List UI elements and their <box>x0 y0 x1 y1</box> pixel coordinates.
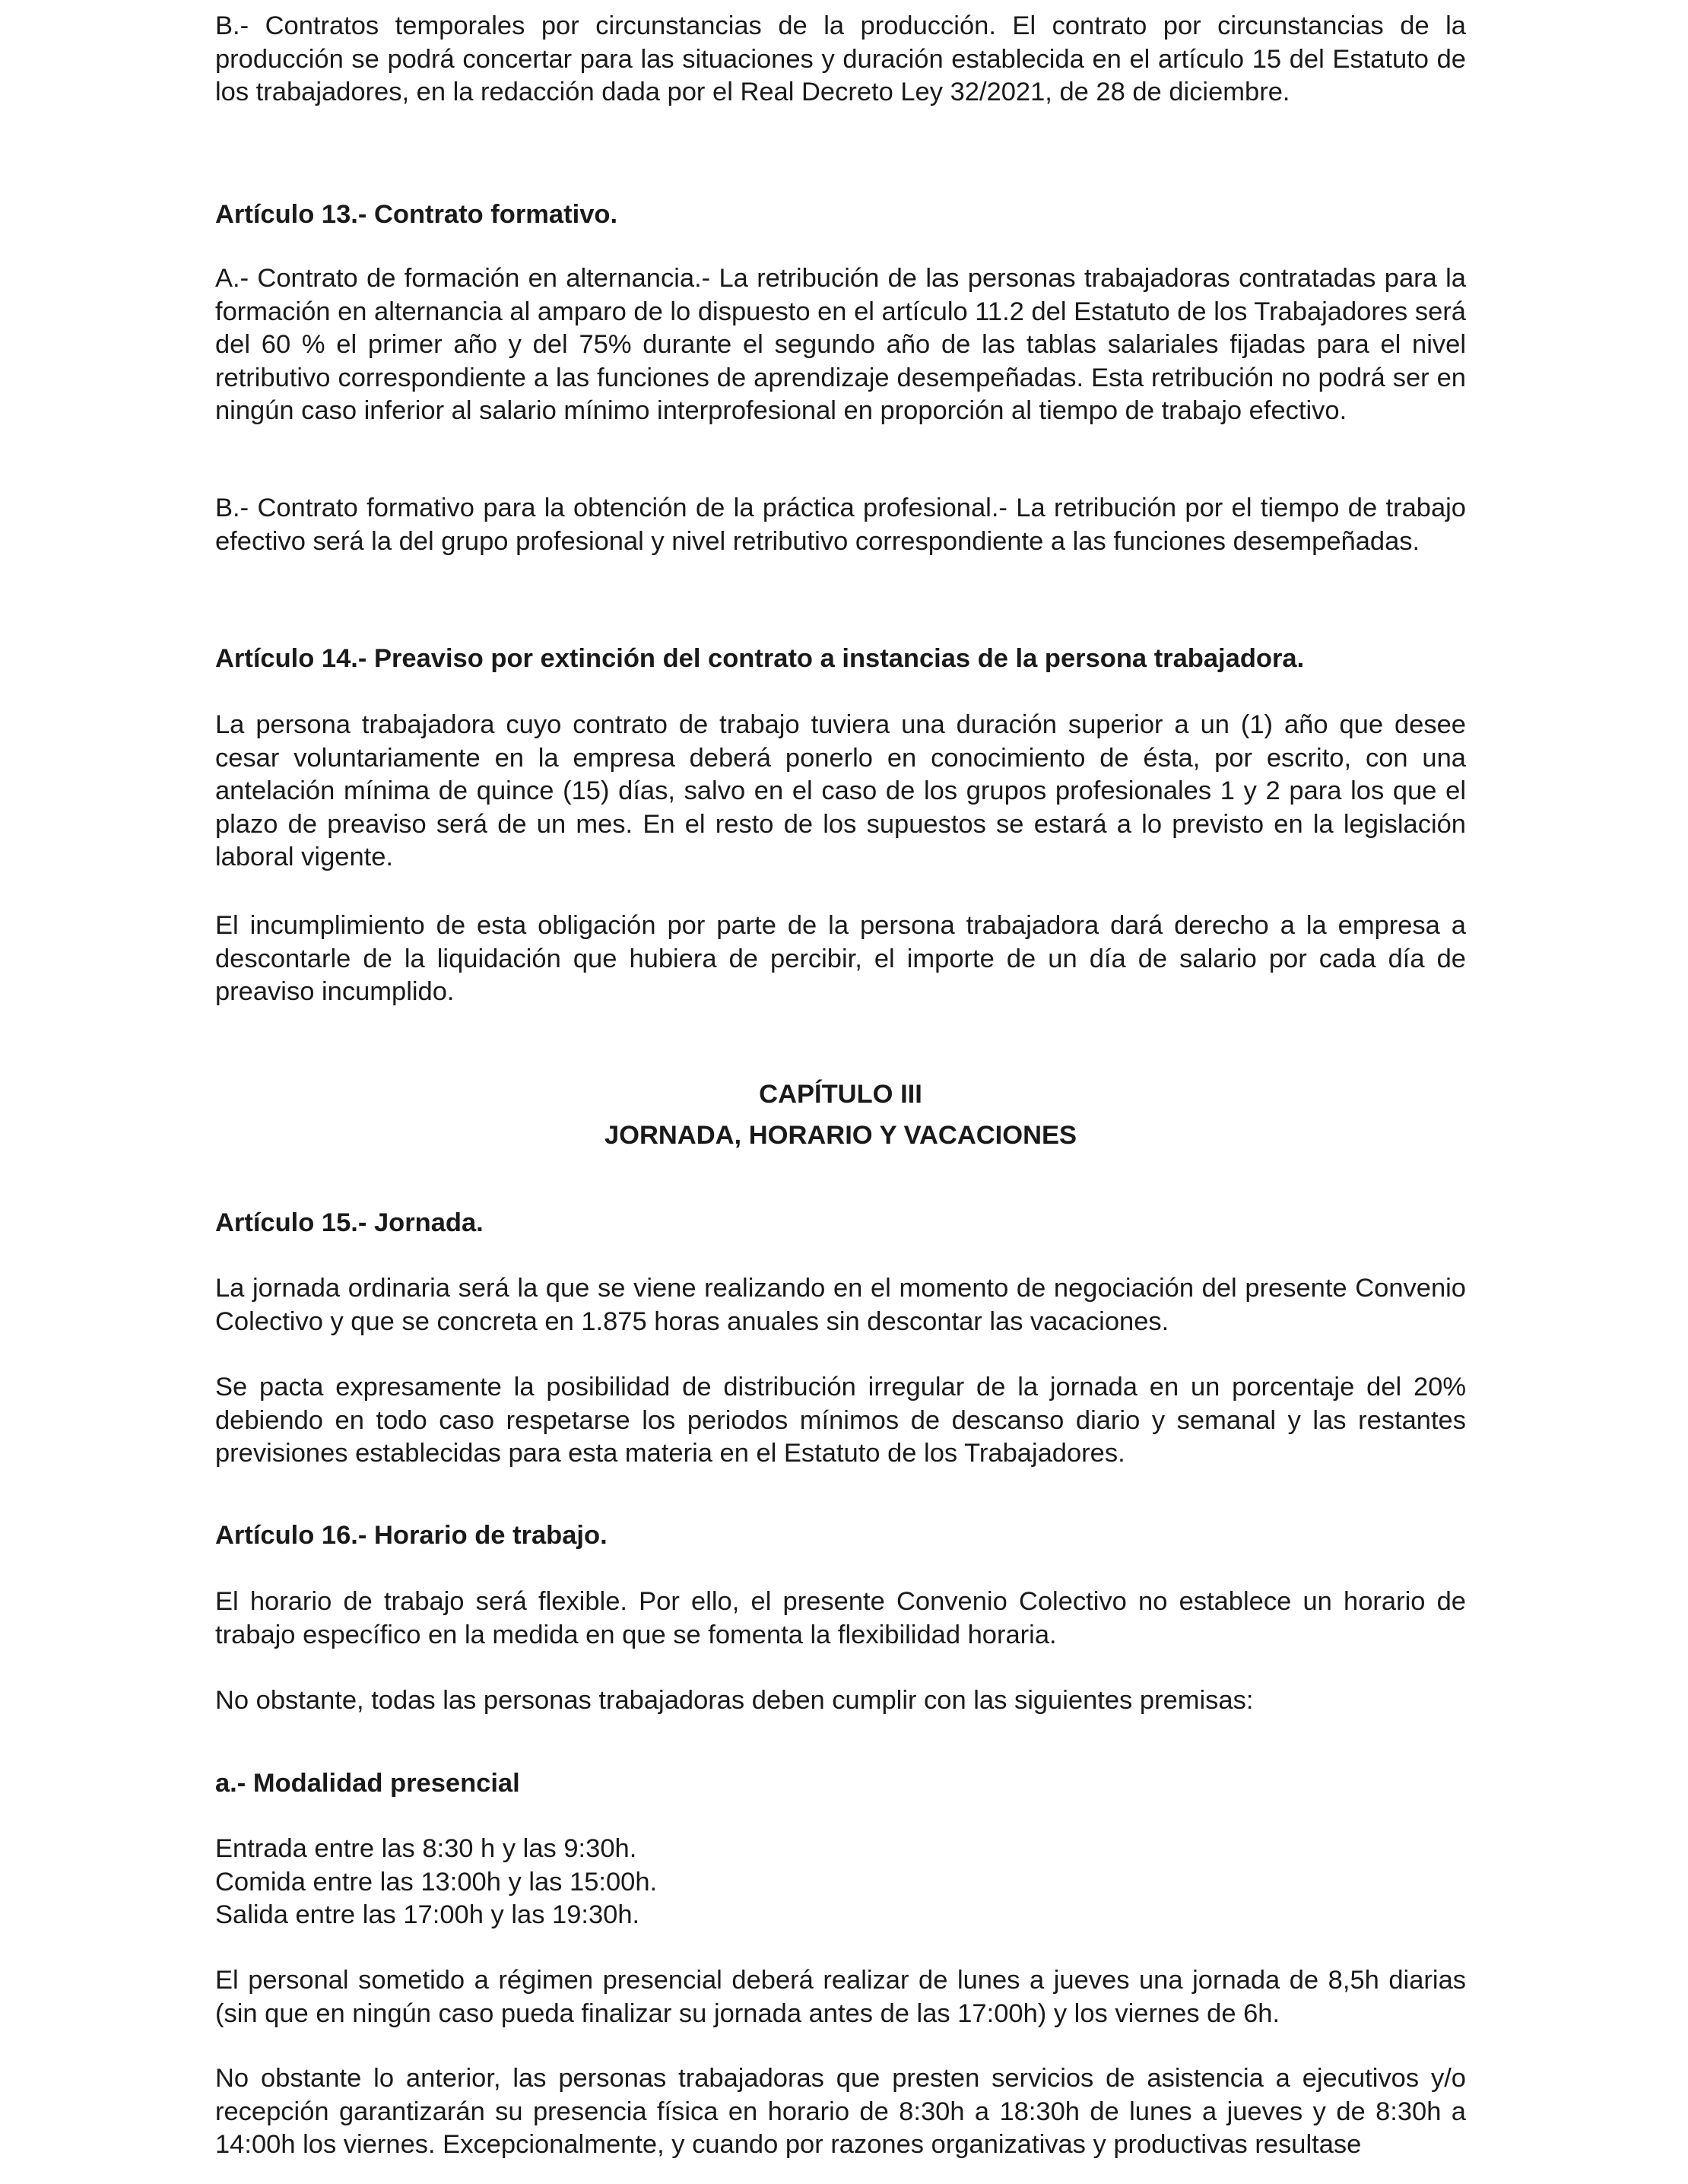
article-15-heading: Artículo 15.- Jornada. <box>215 1208 484 1237</box>
article-13-heading: Artículo 13.- Contrato formativo. <box>215 200 618 229</box>
paragraph-formacion-alternancia: A.- Contrato de formación en alternancia.- La retribución de las personas trabajadoras contratadas para la formación en alternancia al amparo de lo dispuesto en el artículo 11.2 del Estatuto de los Trabajadores será del 60 % el primer año y del 75% durante el segundo año de las tablas salariales fijadas para el nivel retributivo correspondiente a las funciones de aprendizaje desempeñadas. Esta retribución no podrá ser en ningún caso inferior al salario mínimo interprofesional en proporción al tiempo de trabajo efectivo. <box>215 264 1466 425</box>
paragraph-jornada-ordinaria: La jornada ordinaria será la que se viene realizando en el momento de negociación del presente Convenio Colectivo y que se concreta en 1.875 horas anuales sin descontar las vacaciones. <box>215 1274 1466 1336</box>
article-16-heading: Artículo 16.- Horario de trabajo. <box>215 1521 608 1550</box>
schedule-entrada: Entrada entre las 8:30 h y las 9:30h. <box>215 1834 637 1863</box>
modalidad-presencial-heading: a.- Modalidad presencial <box>215 1769 520 1798</box>
paragraph-distribucion-irregular: Se pacta expresamente la posibilidad de distribución irregular de la jornada en un porcentaje del 20% debiendo en todo caso respetarse los periodos mínimos de descanso diario y semanal y las restantes previsiones establecidas para esta materia en el Estatuto de los Trabajadores. <box>215 1373 1466 1468</box>
schedule-list <box>215 1833 1466 1932</box>
paragraph-regimen-presencial: El personal sometido a régimen presencial deberá realizar de lunes a jueves una jornada de 8,5h diarias (sin que en ningún caso pueda finalizar su jornada antes de las 17:00h) y los viernes de 6h. <box>215 1966 1466 2028</box>
paragraph-practica-profesional: B.- Contrato formativo para la obtención de la práctica profesional.- La retribución por el tiempo de trabajo efectivo será la del grupo profesional y nivel retributivo correspondiente a las funciones desempeñadas. <box>215 494 1466 556</box>
paragraph-asistencia-ejecutivos: No obstante lo anterior, las personas trabajadoras que presten servicios de asistencia a ejecutivos y/o recepción garantizarán su presencia física en horario de 8:30h a 18:30h de lunes a jueves y de 8:30h a 14:00h los viernes. Excepcionalmente, y cuando por razones organizativas y productivas resultase <box>215 2064 1466 2159</box>
schedule-comida: Comida entre las 13:00h y las 15:00h. <box>215 1867 658 1897</box>
chapter-title: JORNADA, HORARIO Y VACACIONES <box>604 1121 1077 1150</box>
article-14-heading: Artículo 14.- Preaviso por extinción del contrato a instancias de la persona trabajadora. <box>215 644 1305 673</box>
schedule-salida: Salida entre las 17:00h y las 19:30h. <box>215 1900 640 1929</box>
paragraph-incumplimiento: El incumplimiento de esta obligación por parte de la persona trabajadora dará derecho a la empresa a descontarle de la liquidación que hubiera de percibir, el importe de un día de salario por cada día de preaviso incumplido. <box>215 911 1466 1006</box>
chapter-label: CAPÍTULO III <box>759 1080 922 1109</box>
paragraph-contratos-temporales: B.- Contratos temporales por circunstancias de la producción. El contrato por circunstancias de la producción se podrá concertar para las situaciones y duración establecida en el artículo 15 del Estatuto de los trabajadores, en la redacción dada por el Real Decreto Ley 32/2021, de 28 de diciembre. <box>215 11 1466 106</box>
paragraph-horario-flexible: El horario de trabajo será flexible. Por ello, el presente Convenio Colectivo no establece un horario de trabajo específico en la medida en que se fomenta la flexibilidad horaria. <box>215 1587 1466 1649</box>
paragraph-preaviso: La persona trabajadora cuyo contrato de trabajo tuviera una duración superior a un (1) año que desee cesar voluntariamente en la empresa deberá ponerlo en conocimiento de ésta, por escrito, con una antelación mínima de quince (15) días, salvo en el caso de los grupos profesionales 1 y 2 para los que el plazo de preaviso será de un mes. En el resto de los supuestos se estará a lo previsto en la legislación laboral vigente. <box>215 710 1466 871</box>
paragraph-premisas: No obstante, todas las personas trabajadoras deben cumplir con las siguientes premisas: <box>215 1686 1254 1715</box>
